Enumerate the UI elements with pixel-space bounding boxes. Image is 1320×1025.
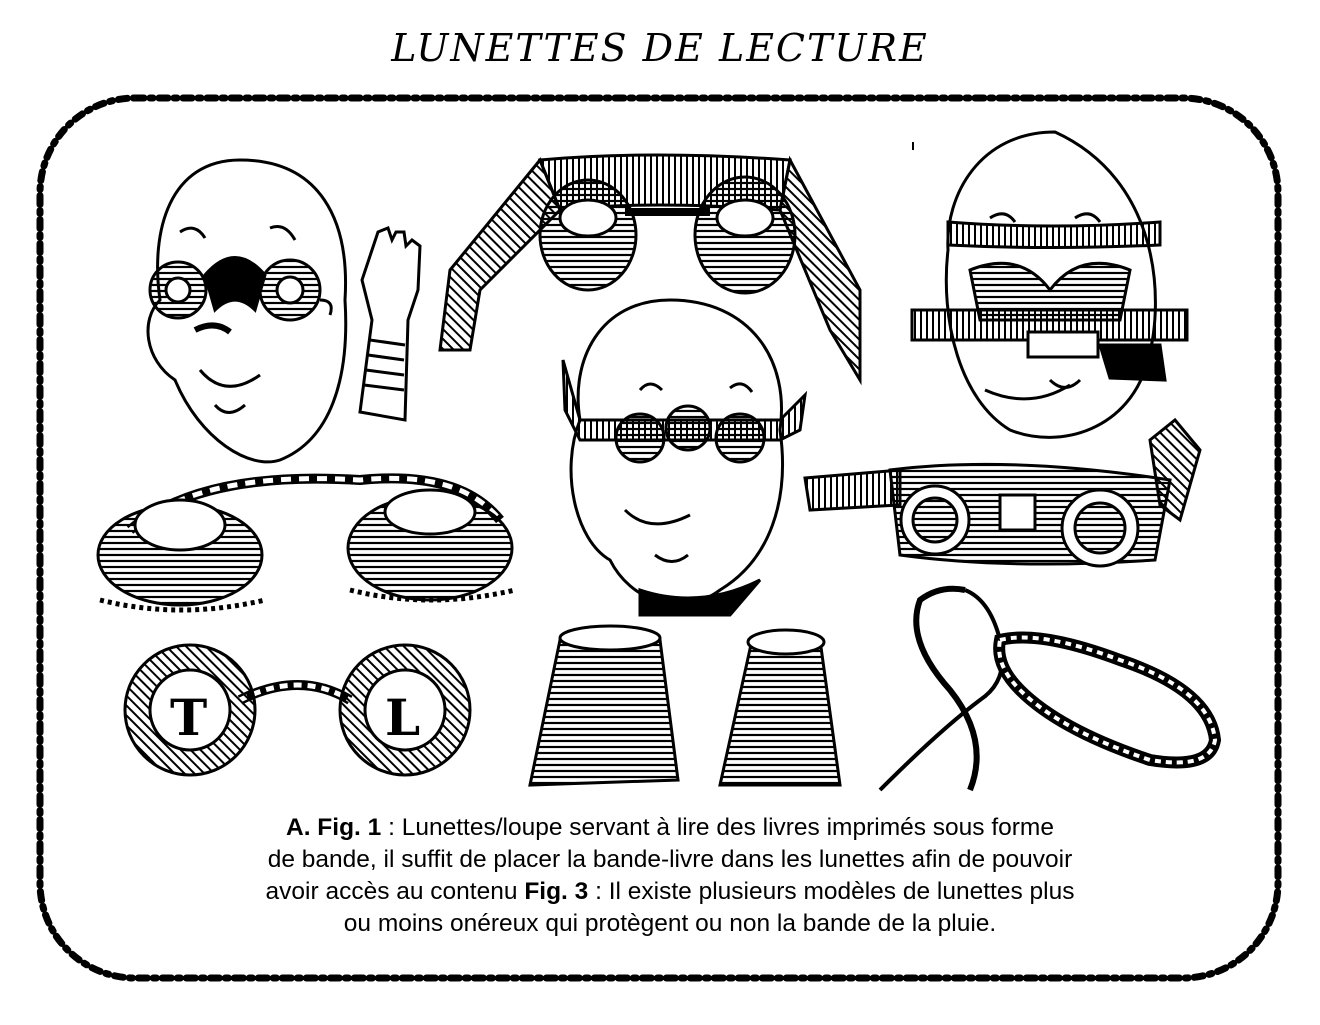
caption xyxy=(150,812,1190,940)
bald-head-with-binocular-glasses xyxy=(148,160,346,462)
fig-3-label: Fig. 3 xyxy=(524,878,589,905)
caption-text: ou moins onéreux qui protègent ou non la bande de la pluie. xyxy=(343,910,997,937)
caption-line-4 xyxy=(150,908,1190,940)
page-title: LUNETTES DE LECTURE xyxy=(391,26,929,70)
head-with-strip-mask xyxy=(912,132,1187,437)
covered-goggles-with-strap xyxy=(98,478,515,610)
head-with-round-goggles xyxy=(563,300,805,615)
round-lens-glasses xyxy=(125,645,470,775)
fig-1-label: A. Fig. 1 xyxy=(286,814,382,841)
cord-with-band-loop xyxy=(880,589,1215,790)
pair-of-cone-eyecups xyxy=(530,626,840,785)
caption-text: : Il existe plusieurs modèles de lunettes plus xyxy=(588,878,1075,905)
caption-text: : Lunettes/loupe servant à lire des livres imprimés sous forme xyxy=(381,814,1054,841)
caption-line-2 xyxy=(150,844,1190,876)
caption-line-3 xyxy=(150,876,1190,908)
svg-text:L: L xyxy=(385,688,421,747)
strip-goggles-with-nose-piece xyxy=(805,420,1200,566)
caption-text: de bande, il suffit de placer la bande-livre dans les lunettes afin de pouvoir xyxy=(267,846,1073,873)
raised-hand xyxy=(360,228,420,420)
caption-text: avoir accès au contenu xyxy=(265,878,525,905)
svg-text:T: T xyxy=(170,688,208,747)
caption-line-1 xyxy=(150,812,1190,844)
